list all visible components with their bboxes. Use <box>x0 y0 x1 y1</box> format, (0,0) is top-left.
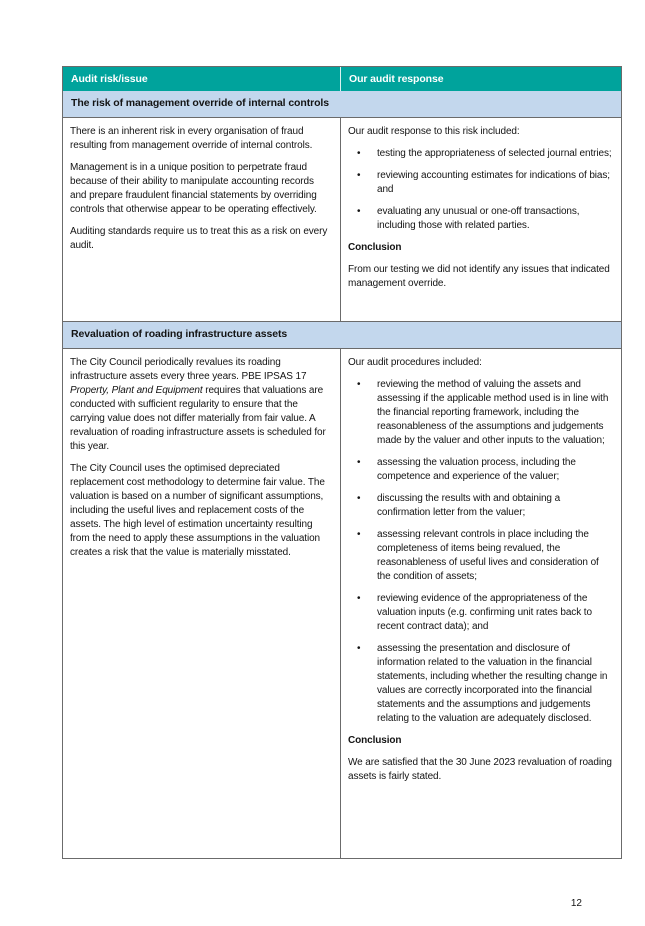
bullet-icon: • <box>357 206 361 217</box>
italic-text-segment: Property, Plant and Equipment <box>70 385 203 396</box>
bullet-icon: • <box>357 643 361 654</box>
bullet-icon: • <box>357 593 361 604</box>
column-header-audit-risk: Audit risk/issue <box>71 73 148 85</box>
table-header-row <box>63 67 621 91</box>
section-body-row <box>63 117 621 321</box>
text-segment: The City Council uses the optimised depreciated replacement cost methodology to determine fair value. The valuation is based on a number of significant assumptions, including the useful lives and replacement costs of the assets. The high level of estimation uncertainty resulting from the need to apply these assumptions in the valuation creates a risk that the value is materially misstated. <box>70 463 325 558</box>
risk-paragraph <box>70 462 332 560</box>
text-segment: requires that valuations are conducted with sufficient regularity to ensure that the carrying value does not differ materially from fair value. A revaluation of roading infrastructure assets is scheduled for this year. <box>70 385 326 452</box>
conclusion-heading: Conclusion <box>348 735 402 746</box>
bullet-text: assessing the valuation process, including the competence and experience of the valuer; <box>377 457 576 482</box>
bullet-item <box>348 528 613 584</box>
text-segment: Management is in a unique position to perpetrate fraud because of their ability to manipulate accounting records and prepare fraudulent financial statements by overriding controls that otherwise appear to be operating effectively. <box>70 162 317 215</box>
section-banner-row <box>63 321 621 348</box>
response-cell <box>340 118 621 321</box>
bullet-item <box>348 378 613 448</box>
text-segment: There is an inherent risk in every organisation of fraud resulting from management override of internal controls. <box>70 126 313 151</box>
response-cell <box>340 349 621 858</box>
bullet-item <box>348 205 613 233</box>
bullet-text: reviewing evidence of the appropriateness of the valuation inputs (e.g. confirming unit rates back to recent contract data); and <box>377 593 592 632</box>
page-number: 12 <box>570 898 582 909</box>
text-segment: Auditing standards require us to treat this as a risk on every audit. <box>70 226 328 251</box>
risk-paragraph <box>70 356 332 454</box>
risk-paragraph <box>70 161 332 217</box>
bullet-text: assessing relevant controls in place including the completeness of items being revalued, the reasonableness of useful lives and consideration of the condition of assets; <box>377 529 599 582</box>
conclusion-text: From our testing we did not identify any issues that indicated management override. <box>348 264 610 289</box>
section-banner-label: The risk of management override of internal controls <box>71 97 329 109</box>
response-intro: Our audit response to this risk included: <box>348 126 520 137</box>
bullet-icon: • <box>357 148 361 159</box>
conclusion-text: We are satisfied that the 30 June 2023 revaluation of roading assets is fairly stated. <box>348 757 612 782</box>
bullet-text: assessing the presentation and disclosure of information related to the valuation in the financial statements, including whether the resulting change in values are correctly incorporated into the financial statements and the assumptions and judgements relating to the valuation are adequately disclosed. <box>377 643 608 724</box>
table-sections <box>63 91 621 858</box>
bullet-text: testing the appropriateness of selected journal entries; <box>377 148 612 159</box>
section-banner-label: Revaluation of roading infrastructure assets <box>71 328 288 340</box>
section-banner-row <box>63 91 621 117</box>
bullet-icon: • <box>357 379 361 390</box>
risk-paragraph <box>70 225 332 253</box>
bullet-icon: • <box>357 493 361 504</box>
bullet-item <box>348 456 613 484</box>
bullet-text: discussing the results with and obtaining a confirmation letter from the valuer; <box>377 493 561 518</box>
bullet-item <box>348 492 613 520</box>
audit-table <box>62 66 622 859</box>
bullet-item <box>348 169 613 197</box>
section-body-row <box>63 348 621 858</box>
bullet-item <box>348 592 613 634</box>
risk-cell <box>63 349 340 858</box>
column-header-audit-response: Our audit response <box>340 67 621 91</box>
risk-paragraph <box>70 125 332 153</box>
bullet-icon: • <box>357 529 361 540</box>
bullet-item <box>348 147 613 161</box>
bullet-text: reviewing the method of valuing the assets and assessing if the applicable method used is in line with the financial reporting framework, including the reasonableness of the assumptions and judgements made by the valuer and other inputs to the valuation; <box>377 379 609 446</box>
conclusion-heading: Conclusion <box>348 242 402 253</box>
text-segment: The City Council periodically revalues its roading infrastructure assets every three years. PBE IPSAS 17 <box>70 357 307 382</box>
response-intro: Our audit procedures included: <box>348 357 482 368</box>
bullet-text: reviewing accounting estimates for indications of bias; and <box>377 170 610 195</box>
bullet-item <box>348 642 613 726</box>
bullet-icon: • <box>357 457 361 468</box>
bullet-icon: • <box>357 170 361 181</box>
bullet-text: evaluating any unusual or one-off transactions, including those with related parties. <box>377 206 580 231</box>
risk-cell <box>63 118 340 321</box>
